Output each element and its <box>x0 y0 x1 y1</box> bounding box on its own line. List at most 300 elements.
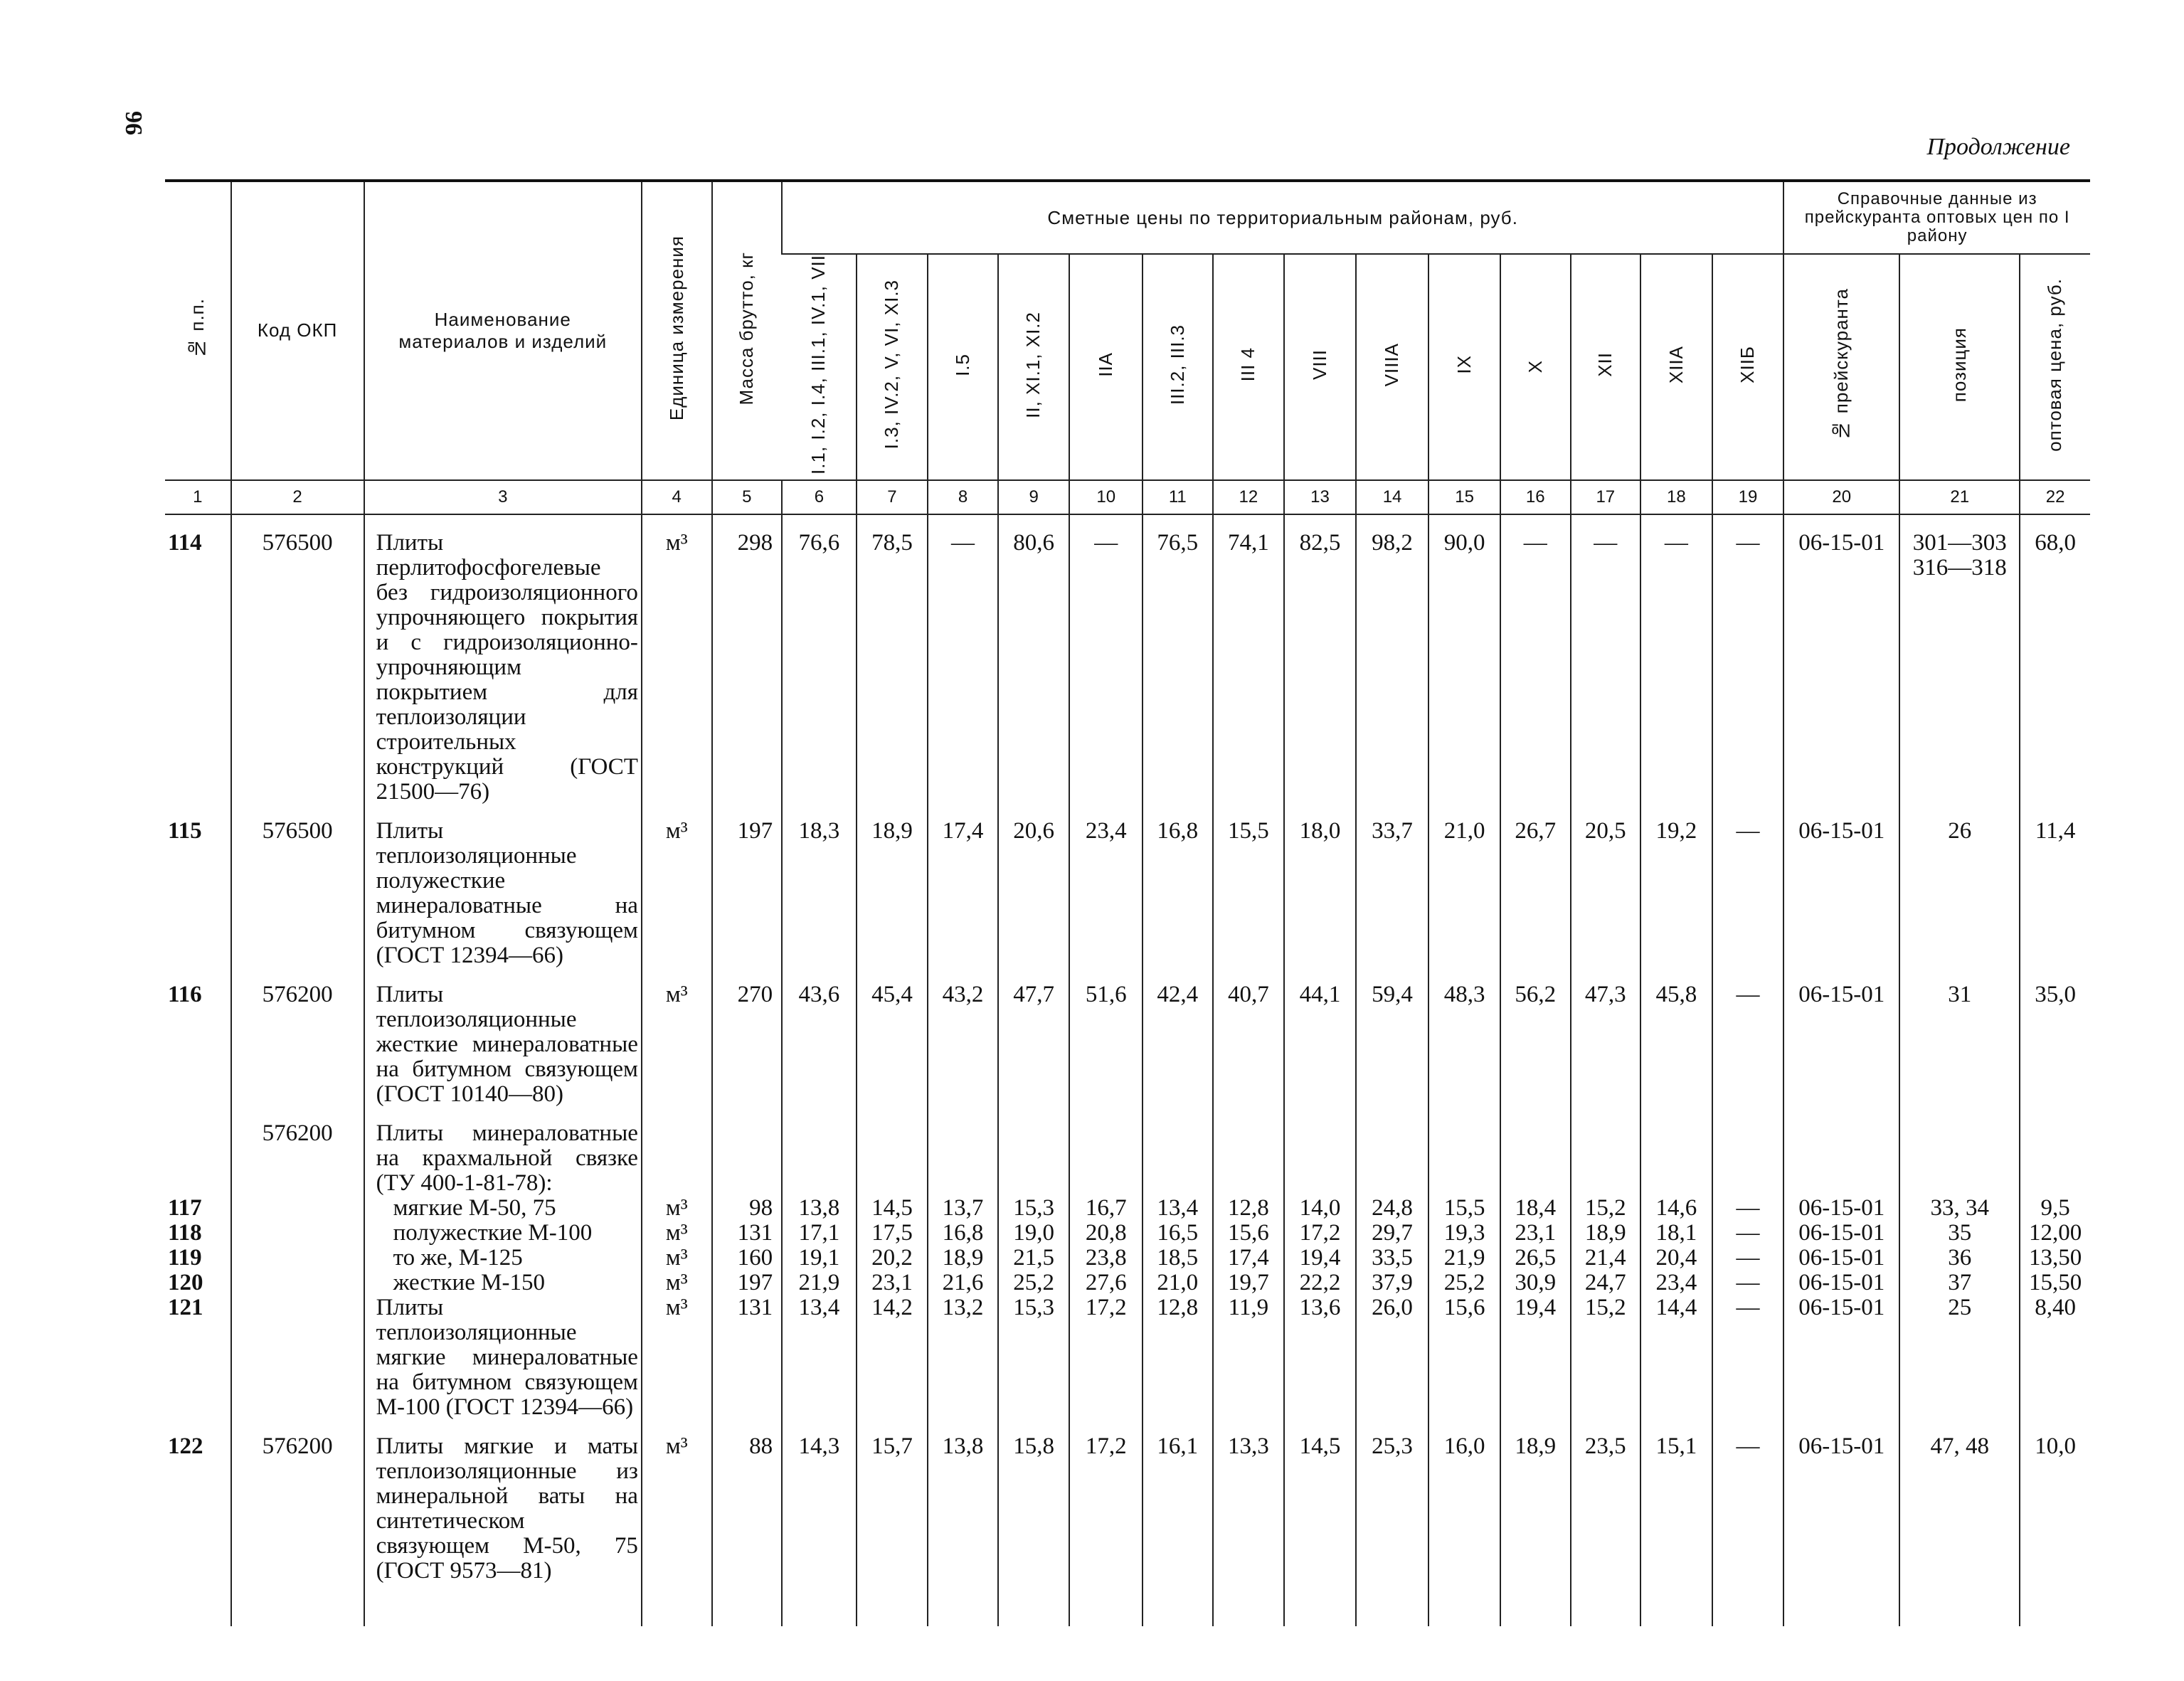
wholesale-price: 13,50 <box>2020 1246 2090 1271</box>
region-price: 13,8 <box>782 1196 857 1221</box>
header-region: IX <box>1428 254 1500 480</box>
pricelist-number: 06-15-01 <box>1783 1420 1899 1584</box>
table-row <box>165 968 2090 1107</box>
region-price: 14,5 <box>857 1196 928 1221</box>
region-price: 15,5 <box>1428 1196 1500 1221</box>
region-price: 76,5 <box>1143 531 1213 805</box>
empty-cell <box>1428 1107 1500 1196</box>
pricelist-number: 06-15-01 <box>1783 1295 1899 1420</box>
region-price: 23,1 <box>857 1271 928 1295</box>
okp-code: 576500 <box>231 805 364 968</box>
empty-cell <box>1428 514 1500 531</box>
header-region: X <box>1500 254 1571 480</box>
empty-cell <box>642 514 712 531</box>
region-price: 23,1 <box>1500 1221 1571 1246</box>
empty-cell <box>928 514 998 531</box>
region-price: 21,0 <box>1143 1271 1213 1295</box>
empty-cell <box>1069 514 1143 531</box>
pricelist-position: 35 <box>1899 1221 2020 1246</box>
region-price: 16,7 <box>1069 1196 1143 1221</box>
region-price: 74,1 <box>1213 531 1285 805</box>
column-number: 13 <box>1284 480 1356 514</box>
region-price: 17,1 <box>782 1221 857 1246</box>
region-price: 23,4 <box>1640 1271 1712 1295</box>
column-number: 5 <box>712 480 783 514</box>
row-number: 115 <box>168 817 202 844</box>
region-price: 16,5 <box>1143 1221 1213 1246</box>
region-price: 22,2 <box>1284 1271 1356 1295</box>
header-wholesale: оптовая цена, руб. <box>2020 254 2090 480</box>
gross-mass: 298 <box>712 531 783 805</box>
region-price: 21,5 <box>998 1246 1070 1271</box>
region-price: 45,4 <box>857 968 928 1107</box>
region-price: — <box>1712 1196 1784 1221</box>
empty-cell <box>1143 1584 1213 1626</box>
region-price: 43,2 <box>928 968 998 1107</box>
empty-cell <box>998 514 1070 531</box>
region-price: 19,0 <box>998 1221 1070 1246</box>
empty-cell <box>231 1584 364 1626</box>
region-price: 17,4 <box>928 805 998 968</box>
region-price: — <box>1712 531 1784 805</box>
empty-cell <box>1783 1107 1899 1196</box>
material-name: Плиты перлитофосфогелевые без гидроизоляционного упрочняющего покрытия и с гидроизоляционно-упрочняющим покрытием для теплоизоляции строительных конструкций (ГОСТ 21500—76) <box>364 531 642 805</box>
region-price: 14,0 <box>1284 1196 1356 1221</box>
column-number: 3 <box>364 480 642 514</box>
region-price: 98,2 <box>1356 531 1429 805</box>
empty-cell <box>1143 514 1213 531</box>
row-number: 120 <box>168 1269 203 1295</box>
empty-cell <box>364 1584 642 1626</box>
okp-code <box>231 1246 364 1271</box>
column-number: 2 <box>231 480 364 514</box>
region-price: 12,8 <box>1213 1196 1285 1221</box>
empty-cell <box>928 1107 998 1196</box>
column-number: 20 <box>1783 480 1899 514</box>
empty-cell <box>857 1584 928 1626</box>
region-price: 19,4 <box>1500 1295 1571 1420</box>
empty-cell <box>1356 514 1429 531</box>
column-number: 10 <box>1069 480 1143 514</box>
region-price: 47,7 <box>998 968 1070 1107</box>
gross-mass: 197 <box>712 805 783 968</box>
region-price: 17,5 <box>857 1221 928 1246</box>
column-number: 14 <box>1356 480 1429 514</box>
region-price: 15,7 <box>857 1420 928 1584</box>
region-price: 18,9 <box>1500 1420 1571 1584</box>
region-price: 18,1 <box>1640 1221 1712 1246</box>
region-price: 20,8 <box>1069 1221 1143 1246</box>
region-price: — <box>1712 1295 1784 1420</box>
region-price: 12,8 <box>1143 1295 1213 1420</box>
header-region: I.5 <box>928 254 998 480</box>
region-price: 27,6 <box>1069 1271 1143 1295</box>
empty-cell <box>782 1584 857 1626</box>
material-name: полужесткие М-100 <box>364 1221 642 1246</box>
region-price: 43,6 <box>782 968 857 1107</box>
region-price: 23,5 <box>1571 1420 1641 1584</box>
empty-cell <box>2020 514 2090 531</box>
header-region: I.1, I.2, I.4, III.1, IV.1, VII <box>807 255 829 474</box>
region-price: 15,5 <box>1213 805 1285 968</box>
gross-mass: 160 <box>712 1246 783 1271</box>
unit-of-measure: м³ <box>642 1271 712 1295</box>
pricelist-position: 25 <box>1899 1295 2020 1420</box>
region-price: 56,2 <box>1500 968 1571 1107</box>
region-price: 13,8 <box>928 1420 998 1584</box>
region-price: — <box>928 531 998 805</box>
region-price: 11,9 <box>1213 1295 1285 1420</box>
region-price: 15,6 <box>1213 1221 1285 1246</box>
region-price: 18,3 <box>782 805 857 968</box>
empty-cell <box>1899 1584 2020 1626</box>
row-number: 117 <box>168 1194 202 1221</box>
pricelist-position: 37 <box>1899 1271 2020 1295</box>
region-price: 42,4 <box>1143 968 1213 1107</box>
row-number: 116 <box>168 981 202 1007</box>
region-price: 20,2 <box>857 1246 928 1271</box>
region-price: 30,9 <box>1500 1271 1571 1295</box>
region-price: 25,2 <box>998 1271 1070 1295</box>
okp-code: 576200 <box>231 1107 364 1196</box>
region-price: — <box>1712 1271 1784 1295</box>
material-name: мягкие М-50, 75 <box>364 1196 642 1221</box>
column-number: 18 <box>1640 480 1712 514</box>
pricelist-number: 06-15-01 <box>1783 968 1899 1107</box>
region-price: 33,5 <box>1356 1246 1429 1271</box>
empty-cell <box>1500 1107 1571 1196</box>
empty-cell <box>712 514 783 531</box>
empty-cell <box>2020 1584 2090 1626</box>
header-prices-group: Сметные цены по территориальным районам, руб. <box>782 181 1783 254</box>
group-name: Плиты минераловатные на крахмальной связке (ТУ 400-1-81-78): <box>364 1107 642 1196</box>
region-price: — <box>1712 1221 1784 1246</box>
region-price: 25,3 <box>1356 1420 1429 1584</box>
empty-cell <box>1284 514 1356 531</box>
header-region: VIII <box>1284 254 1356 480</box>
wholesale-price: 68,0 <box>2020 531 2090 805</box>
region-price: 25,2 <box>1428 1271 1500 1295</box>
region-price: 80,6 <box>998 531 1070 805</box>
column-number: 12 <box>1213 480 1285 514</box>
region-price: 20,5 <box>1571 805 1641 968</box>
region-price: 21,6 <box>928 1271 998 1295</box>
empty-cell <box>1500 514 1571 531</box>
gross-mass: 197 <box>712 1271 783 1295</box>
header-region: II, XI.1, XI.2 <box>998 254 1070 480</box>
column-number: 16 <box>1500 480 1571 514</box>
header-region: I.3, IV.2, V, VI, XI.3 <box>857 254 928 480</box>
row-number <box>165 1107 231 1196</box>
region-price: 15,3 <box>998 1295 1070 1420</box>
region-price: 47,3 <box>1571 968 1641 1107</box>
unit-of-measure: м³ <box>642 1295 712 1420</box>
column-number: 6 <box>782 480 857 514</box>
region-price: — <box>1571 531 1641 805</box>
pricelist-number: 06-15-01 <box>1783 1221 1899 1246</box>
column-number: 21 <box>1899 480 2020 514</box>
region-price: 15,6 <box>1428 1295 1500 1420</box>
region-price: 59,4 <box>1356 968 1429 1107</box>
header-position: позиция <box>1899 254 2020 480</box>
column-number: 4 <box>642 480 712 514</box>
region-price: 13,3 <box>1213 1420 1285 1584</box>
empty-cell <box>1640 1107 1712 1196</box>
header-region: XII <box>1571 254 1641 480</box>
okp-code <box>231 1295 364 1420</box>
region-price: 24,8 <box>1356 1196 1429 1221</box>
empty-cell <box>1069 1107 1143 1196</box>
empty-cell <box>165 1584 231 1626</box>
region-price: 17,2 <box>1069 1295 1143 1420</box>
material-name: то же, М-125 <box>364 1246 642 1271</box>
material-name: жесткие М-150 <box>364 1271 642 1295</box>
region-price: 15,2 <box>1571 1196 1641 1221</box>
wholesale-price: 35,0 <box>2020 968 2090 1107</box>
column-number: 22 <box>2020 480 2090 514</box>
empty-cell <box>642 1584 712 1626</box>
region-price: 24,7 <box>1571 1271 1641 1295</box>
region-price: 15,8 <box>998 1420 1070 1584</box>
wholesale-price: 12,00 <box>2020 1221 2090 1246</box>
region-price: — <box>1500 531 1571 805</box>
empty-cell <box>231 514 364 531</box>
empty-cell <box>1571 514 1641 531</box>
region-price: 16,8 <box>1143 805 1213 968</box>
region-price: 21,9 <box>782 1271 857 1295</box>
header-region: XIIA <box>1640 254 1712 480</box>
region-price: 19,7 <box>1213 1271 1285 1295</box>
empty-cell <box>712 1584 783 1626</box>
pricelist-number: 06-15-01 <box>1783 1246 1899 1271</box>
region-price: 37,9 <box>1356 1271 1429 1295</box>
column-number: 15 <box>1428 480 1500 514</box>
okp-code: 576500 <box>231 531 364 805</box>
material-name: Плиты теплоизоляционные полужесткие минераловатные на битумном связующем (ГОСТ 12394—66) <box>364 805 642 968</box>
region-price: 19,2 <box>1640 805 1712 968</box>
header-ref-group: Справочные данные из прейскуранта оптовых цен по I району <box>1783 181 2090 254</box>
pricelist-position: 301—303 316—318 <box>1899 531 2020 805</box>
group-header-row <box>165 1107 2090 1196</box>
continuation-label: Продолжение <box>1926 134 2070 160</box>
region-price: 14,4 <box>1640 1295 1712 1420</box>
row-number: 121 <box>168 1294 203 1320</box>
empty-cell <box>1284 1107 1356 1196</box>
wholesale-price: 10,0 <box>2020 1420 2090 1584</box>
column-number: 7 <box>857 480 928 514</box>
header-num: № п.п. <box>165 181 231 480</box>
region-price: 40,7 <box>1213 968 1285 1107</box>
region-price: 13,7 <box>928 1196 998 1221</box>
unit-of-measure: м³ <box>642 1221 712 1246</box>
table-row <box>165 1196 2090 1221</box>
header-region: VIIIA <box>1356 254 1429 480</box>
region-price: 48,3 <box>1428 968 1500 1107</box>
row-number: 119 <box>168 1244 202 1271</box>
page-number: 96 <box>121 111 147 135</box>
empty-cell <box>857 1107 928 1196</box>
region-price: 21,9 <box>1428 1246 1500 1271</box>
region-price: 14,6 <box>1640 1196 1712 1221</box>
empty-cell <box>1783 514 1899 531</box>
wholesale-price: 9,5 <box>2020 1196 2090 1221</box>
empty-cell <box>1640 1584 1712 1626</box>
wholesale-price: 8,40 <box>2020 1295 2090 1420</box>
material-name: Плиты теплоизоляционные жесткие минераловатные на битумном связующем (ГОСТ 10140—80) <box>364 968 642 1107</box>
empty-cell <box>165 514 231 531</box>
empty-cell <box>1143 1107 1213 1196</box>
region-price: 45,8 <box>1640 968 1712 1107</box>
pricelist-number: 06-15-01 <box>1783 805 1899 968</box>
column-number: 19 <box>1712 480 1784 514</box>
empty-cell <box>1213 514 1285 531</box>
region-price: 17,4 <box>1213 1246 1285 1271</box>
empty-cell <box>712 1107 783 1196</box>
region-price: — <box>1712 805 1784 968</box>
region-price: 26,0 <box>1356 1295 1429 1420</box>
table-row <box>165 1221 2090 1246</box>
pricelist-number: 06-15-01 <box>1783 1271 1899 1295</box>
row-number: 118 <box>168 1219 202 1246</box>
table-row <box>165 531 2090 805</box>
header-code: Код ОКП <box>231 181 364 480</box>
region-price: 19,3 <box>1428 1221 1500 1246</box>
material-name: Плиты теплоизоляционные мягкие минераловатные на битумном связующем М-100 (ГОСТ 12394—66) <box>364 1295 642 1420</box>
empty-cell <box>998 1584 1070 1626</box>
empty-cell <box>1783 1584 1899 1626</box>
header-region: IIA <box>1069 254 1143 480</box>
column-number: 1 <box>165 480 231 514</box>
region-price: 13,4 <box>1143 1196 1213 1221</box>
region-price: 23,4 <box>1069 805 1143 968</box>
region-price: 18,9 <box>857 805 928 968</box>
region-price: 18,5 <box>1143 1246 1213 1271</box>
pricelist-number: 06-15-01 <box>1783 1196 1899 1221</box>
region-price: 26,5 <box>1500 1246 1571 1271</box>
region-price: 51,6 <box>1069 968 1143 1107</box>
table-row <box>165 1246 2090 1271</box>
region-price: 78,5 <box>857 531 928 805</box>
region-price: 23,8 <box>1069 1246 1143 1271</box>
okp-code: 576200 <box>231 1420 364 1584</box>
empty-cell <box>2020 1107 2090 1196</box>
region-price: 18,0 <box>1284 805 1356 968</box>
empty-cell <box>1712 1584 1784 1626</box>
region-price: 29,7 <box>1356 1221 1429 1246</box>
header-unit: Единица измерения <box>642 181 712 480</box>
empty-cell <box>1899 514 2020 531</box>
column-number: 9 <box>998 480 1070 514</box>
empty-cell <box>782 514 857 531</box>
header-pricelist: № прейскуранта <box>1783 254 1899 480</box>
wholesale-price: 15,50 <box>2020 1271 2090 1295</box>
table-row <box>165 1295 2090 1420</box>
region-price: — <box>1712 968 1784 1107</box>
okp-code <box>231 1271 364 1295</box>
empty-cell <box>1500 1584 1571 1626</box>
region-price: 16,0 <box>1428 1420 1500 1584</box>
region-price: 16,8 <box>928 1221 998 1246</box>
table-row <box>165 1420 2090 1584</box>
unit-of-measure: м³ <box>642 968 712 1107</box>
gross-mass: 131 <box>712 1295 783 1420</box>
region-price: 14,5 <box>1284 1420 1356 1584</box>
header-name: Наименование материалов и изделий <box>364 181 642 480</box>
empty-cell <box>1571 1584 1641 1626</box>
region-price: 20,4 <box>1640 1246 1712 1271</box>
header-region: III 4 <box>1213 254 1285 480</box>
region-price: 16,1 <box>1143 1420 1213 1584</box>
column-number: 11 <box>1143 480 1213 514</box>
empty-cell <box>1899 1107 2020 1196</box>
unit-of-measure: м³ <box>642 1196 712 1221</box>
region-price: 21,4 <box>1571 1246 1641 1271</box>
table-row <box>165 805 2090 968</box>
region-price: 90,0 <box>1428 531 1500 805</box>
empty-cell <box>1712 514 1784 531</box>
empty-cell <box>1356 1107 1429 1196</box>
gross-mass: 98 <box>712 1196 783 1221</box>
region-price: 44,1 <box>1284 968 1356 1107</box>
empty-cell <box>1213 1107 1285 1196</box>
unit-of-measure: м³ <box>642 531 712 805</box>
header-region: III.2, III.3 <box>1143 254 1213 480</box>
region-price: 18,9 <box>928 1246 998 1271</box>
column-number: 8 <box>928 480 998 514</box>
material-name: Плиты мягкие и маты теплоизоляционные из минеральной ваты на синтетическом связующем М-50, 75 (ГОСТ 9573—81) <box>364 1420 642 1584</box>
region-price: 13,4 <box>782 1295 857 1420</box>
region-price: 26,7 <box>1500 805 1571 968</box>
okp-code <box>231 1196 364 1221</box>
unit-of-measure: м³ <box>642 1246 712 1271</box>
okp-code: 576200 <box>231 968 364 1107</box>
region-price: 14,3 <box>782 1420 857 1584</box>
region-price: 19,1 <box>782 1246 857 1271</box>
row-number: 122 <box>168 1433 203 1459</box>
table-row <box>165 1271 2090 1295</box>
region-price: 15,1 <box>1640 1420 1712 1584</box>
empty-cell <box>857 514 928 531</box>
empty-cell <box>1640 514 1712 531</box>
pricelist-position: 31 <box>1899 968 2020 1107</box>
unit-of-measure: м³ <box>642 1420 712 1584</box>
gross-mass: 131 <box>712 1221 783 1246</box>
unit-of-measure: м³ <box>642 805 712 968</box>
region-price: 21,0 <box>1428 805 1500 968</box>
column-numbers-row <box>165 480 2090 514</box>
empty-cell <box>1069 1584 1143 1626</box>
header-region: XIIБ <box>1712 254 1784 480</box>
region-price: — <box>1069 531 1143 805</box>
region-price: 18,9 <box>1571 1221 1641 1246</box>
region-price: 20,6 <box>998 805 1070 968</box>
region-price: — <box>1640 531 1712 805</box>
empty-cell <box>642 1107 712 1196</box>
region-price: 15,2 <box>1571 1295 1641 1420</box>
empty-cell <box>1571 1107 1641 1196</box>
region-price: — <box>1712 1246 1784 1271</box>
empty-cell <box>782 1107 857 1196</box>
price-table <box>165 179 2090 1626</box>
gross-mass: 270 <box>712 968 783 1107</box>
column-number: 17 <box>1571 480 1641 514</box>
empty-cell <box>998 1107 1070 1196</box>
row-number: 114 <box>168 529 202 556</box>
empty-cell <box>1428 1584 1500 1626</box>
region-price: 18,4 <box>1500 1196 1571 1221</box>
region-price: 19,4 <box>1284 1246 1356 1271</box>
region-price: 13,2 <box>928 1295 998 1420</box>
